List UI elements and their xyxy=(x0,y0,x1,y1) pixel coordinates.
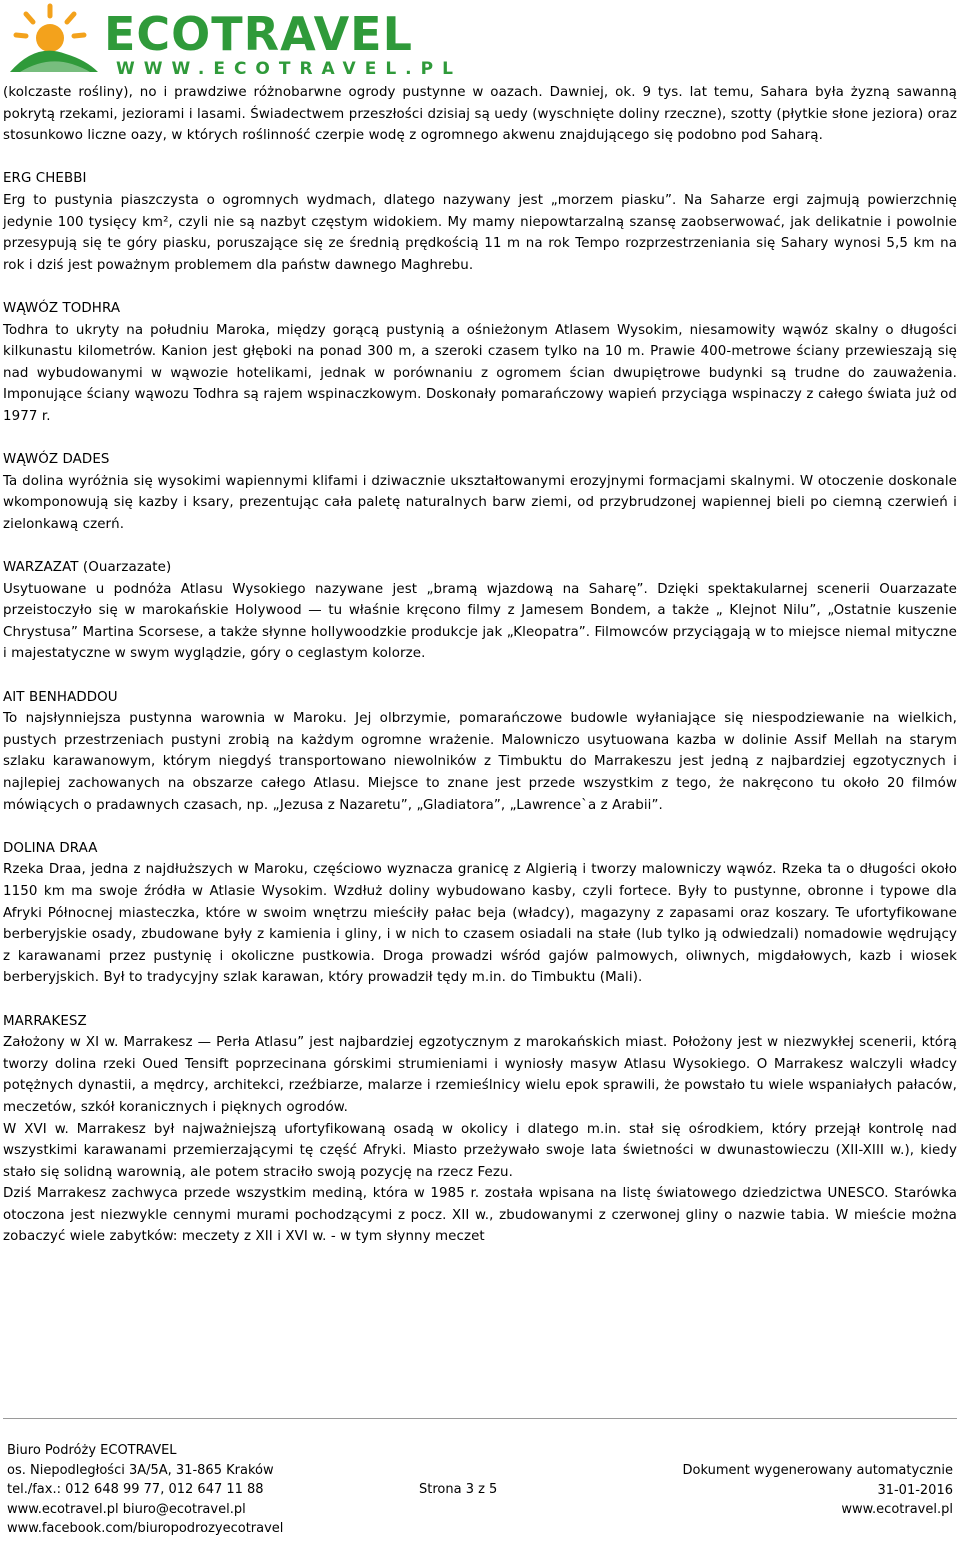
section-paragraph: Ta dolina wyróżnia się wysokimi wapiennymi klifami i dziwacznie ukształtowanymi erozyjnymi formacjami skalnymi. W otoczenie doskonale wkomponowują się kazby i ksary, prezentując cała paletę naturalnych barw ziemi, od przybrudzonej wapiennej bieli po ciemną czerwień i zielonkawą czerń. xyxy=(3,473,957,532)
section-wawoz-dades xyxy=(3,449,957,535)
document-body xyxy=(3,82,957,1248)
page-footer xyxy=(3,1418,957,1544)
logo-brand-name: ECOTRAVEL xyxy=(104,7,413,61)
section-title: AIT BENHADDOU xyxy=(3,689,118,705)
section-title: WARZAZAT (Ouarzazate) xyxy=(3,560,172,576)
section-title: ERG CHEBBI xyxy=(3,171,87,187)
section-wawoz-todhra xyxy=(3,298,957,428)
footer-site-link[interactable]: www.ecotravel.pl xyxy=(841,1502,953,1518)
sun-icon xyxy=(16,6,84,52)
logo-url: WWW.ECOTRAVEL.PL xyxy=(116,59,462,78)
footer-company: Biuro Podróży ECOTRAVEL xyxy=(7,1443,177,1458)
section-paragraph: Założony w XI w. Marrakesz — Perła Atlasu” jest najbardziej egzotycznym z marokańskich miast. Położony jest w niezwykłej scenerii, którą tworzy dolina rzeki Oued Tensift poprzecinana górskimi strumieniami i wyniosły masyw Atlasu Wysokiego. O Marrakesz walczyli władcy potężnych dynastii, a mędrcy, architekci, rzeźbiarze, malarze i rzemieślnicy wielu epok sprawili, że powstało tu wiele wspaniałych pałaców, meczetów, szkół koranicznych i pięknych ogrodów. xyxy=(3,1035,957,1115)
section-dolina-draa xyxy=(3,838,957,989)
section-title: WĄWÓZ TODHRA xyxy=(3,300,121,316)
section-title: DOLINA DRAA xyxy=(3,840,98,856)
footer-generated-note: Dokument wygenerowany automatycznie xyxy=(682,1463,953,1478)
footer-web-email[interactable]: www.ecotravel.pl biuro@ecotravel.pl xyxy=(7,1501,246,1517)
section-paragraph: Dziś Marrakesz zachwyca przede wszystkim mediną, która w 1985 r. została wpisana na listę światowego dziedzictwa UNESCO. Starówka otoczona jest niezwykle cennymi murami pochodzącymi z pocz. XII w., zbudowanymi z czerwonej gliny o nazwie tabia. W mieście można zobaczyć wiele zabytków: meczety z XII i XVI w. - w tym słynny meczet xyxy=(3,1186,957,1245)
section-paragraph: W XVI w. Marrakesz był najważniejszą ufortyfikowaną osadą w okolicy i dlatego m.in. stał się ośrodkiem, który przejął kontrolę nad wszystkimi karawanami przemierzającymi tę część Afryki. Miasto przeżywało swoje lata świetności w dwunastowieczu (XII-XIII w.), kiedy stało się solidną warownią, ale potem straciło swoją pozycję na rzecz Fezu. xyxy=(3,1121,957,1180)
footer-facebook-link[interactable]: www.facebook.com/biuropodrozyecotravel xyxy=(7,1521,284,1537)
footer-phone: tel./fax.: 012 648 99 77, 012 647 11 88 xyxy=(7,1482,264,1498)
section-marrakesz xyxy=(3,1011,957,1249)
footer-meta xyxy=(683,1461,953,1520)
hills-icon xyxy=(10,51,98,72)
section-title: MARRAKESZ xyxy=(3,1013,87,1029)
section-paragraph: To najsłynniejsza pustynna warownia w Maroku. Jej olbrzymie, pomarańczowe budowle wyłaniające się niespodziewanie na wielkich, pustych przestrzeniach pustyni zrobią na każdym ogromne wrażenie. Malowniczo usytuowana kazba w dolinie Assif Mellah na starym szlaku karawanowym, którym niegdyś transportowano niewolników z Timbuktu do Marrakeszu jest jedną z najbardziej egzotycznych i najlepiej zachowanych na obszarze całego Atlasu. Miejsce to znane jest przede wszystkim z tego, że nakręcono tu około 20 filmów mówiących o pradawnych czasach, np. „Jezusa z Nazaretu”, „Gladiatora”, „Lawrence`a z Arabii”. xyxy=(3,711,957,813)
section-ait-benhaddou xyxy=(3,687,957,817)
section-title: WĄWÓZ DADES xyxy=(3,452,110,468)
section-erg-chebbi xyxy=(3,168,957,276)
section-warzazat xyxy=(3,557,957,665)
page-number-text: Strona 3 z 5 xyxy=(419,1482,498,1497)
ecotravel-logo xyxy=(6,2,476,78)
section-paragraph: Todhra to ukryty na południu Maroka, między gorącą pustynią a ośnieżonym Atlasem Wysokim, niesamowity wąwóz skalny o długości kilkunastu kilometrów. Kanion jest głęboki na ponad 300 m, a szeroki czasem tylko na 10 m. Prawie 400-metrowe ściany przewieszają się nad wybudowanymi w wąwozie hotelikami, jednak w porównaniu z ogromem ścian dwupiętrowe budynki są trudne do zauważenia. Imponujące ściany wąwozu Todhra są rajem wspinaczkowym. Doskonały pomarańczowy wapień przyciąga wspinaczy z całego świata już od 1977 r. xyxy=(3,322,957,424)
intro-paragraph: (kolczaste rośliny), no i prawdziwe różnobarwne ogrody pustynne w oazach. Dawniej, ok. 9 tys. lat temu, Sahara była żyzną sawanną pokrytą rzekami, jeziorami i lasami. Świadectwem przeszłości dzisiaj są uedy (wyschnięte doliny rzeczne), szotty (płytkie słone jeziora) oraz stosunkowo liczne oazy, w których roślinność czerpie wodę z ogromnego akwenu znajdującego się podobno pod Saharą. xyxy=(3,85,957,144)
footer-address: os. Niepodległości 3A/5A, 31-865 Kraków xyxy=(7,1462,274,1478)
footer-date: 31-01-2016 xyxy=(877,1482,953,1498)
section-paragraph: Rzeka Draa, jedna z najdłuższych w Maroku, częściowo wyznacza granicę z Algierią i tworzy malowniczy wąwóz. Rzeka ta o długości około 1150 km ma swoje źródła w Atlasie Wysokim. Wzdłuż doliny wybudowano kasby, czyli fortece. Były to pustynne, obronne i typowe dla Afryki Północnej miasteczka, które w swoim wnętrzu mieściły pałac beja (władcy), magazyny z zapasami oraz koszary. Te ufortyfikowane berberyjskie osady, zbudowane były z kamienia i gliny, i w nich to czasem osiadali na stałe (lub tylko ją odwiedzali) nomadowie wędrujący z karawanami przez pustynię i okoliczne pustkowia. Droga prowadzi wśród gajów palmowych, oliwnych, migdałowych, kazb i wiosek berberyjskich. Był to tradycyjny szlak karawan, który prowadził tędy m.in. do Timbuktu (Mali). xyxy=(3,862,957,986)
section-paragraph: Usytuowane u podnóża Atlasu Wysokiego nazywane jest „bramą wjazdową na Saharę”. Dzięki spektakularnej scenerii Ouarzazate przeistoczyło się w marokańskie Holywood — tu właśnie kręcono filmy z Jamesem Bondem, a także „ Klejnot Nilu”, „Ostatnie kuszenie Chrystusa” Martina Scorsese, a także słynne hollywoodzkie produkcje jak „Kleopatra”. Filmowców przyciągają w to miejsce niemal mityczne i majestatyczne w swym wyglądzie, góry o ceglastym kolorze. xyxy=(3,581,957,662)
section-paragraph: Erg to pustynia piaszczysta o ogromnych wydmach, dlatego nazywany jest „morzem piasku”. Na Saharze ergi zajmują powierzchnię jedynie 100 tysięcy km², czyli nie są nazbyt częstym widokiem. My mamy niepowtarzalną szansę zaobserwować, jak delikatnie i powolnie przesypują się te góry piasku, poruszające się ze średnią prędkością 11 m na rok Tempo rozprzestrzeniania się Sahary wynosi 5,5 km na rok i dziś jest poważnym problemem dla państw dawnego Maghrebu. xyxy=(3,192,957,273)
footer-contact xyxy=(7,1441,283,1539)
footer-page-number xyxy=(419,1480,497,1500)
